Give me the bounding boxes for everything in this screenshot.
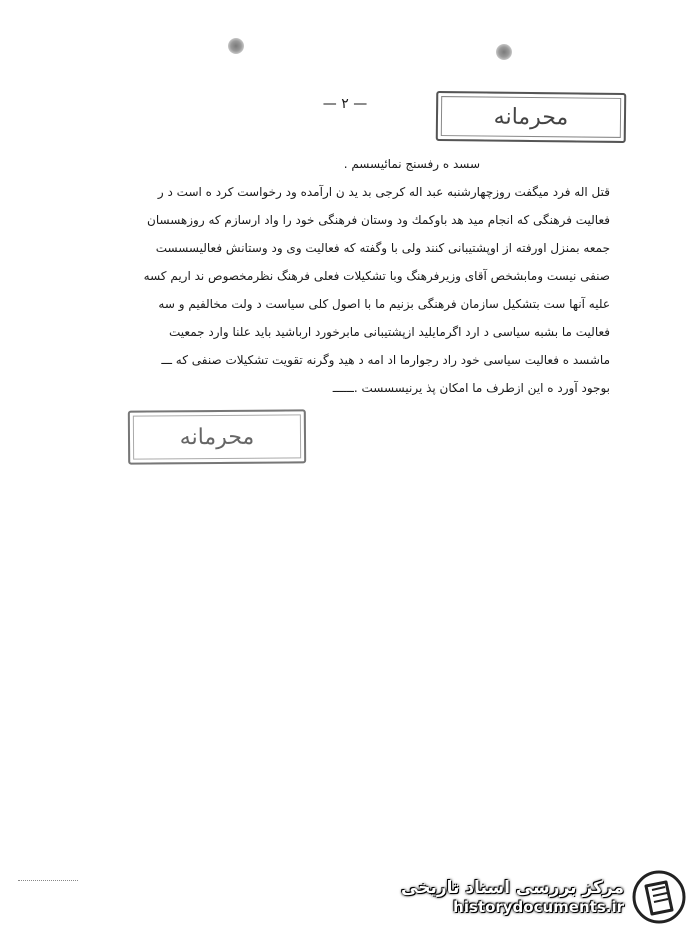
watermark <box>401 867 686 927</box>
punch-hole-left <box>228 38 244 54</box>
confidential-stamp-top: محرمانه <box>436 91 627 143</box>
document-folder-icon <box>632 870 686 924</box>
watermark-title: مرکز بررسی اسناد تاریخی <box>401 878 624 898</box>
text-line: ماشسد ه فعالیت سیاسی خود راد رجوارما اد امه د هید وگرنه تقویت تشکیلات صنفی که ـــ <box>161 353 610 367</box>
text-line: سسد ه رفسنج نمائیسسم . <box>343 157 480 171</box>
document-body <box>70 150 610 402</box>
text-line: بوجود آورد ه این ازطرف ما امکان پذ یرنیسسست .ــــــ <box>332 381 610 395</box>
page-number: — ۲ — <box>322 96 368 112</box>
watermark-url: historydocuments.ir <box>453 898 624 916</box>
text-line: فعالیت فرهنگی که انجام مید هد باوکمك ود وستان فرهنگی خود را واد ارسازم که روزهسسان <box>147 213 610 227</box>
text-line: جمعه بمنزل اورفته از اوپشتیبانی کنند ولی با وگفته که فعالیت وی ود وستانش فعالیسسست <box>155 241 610 255</box>
watermark-text <box>401 878 624 916</box>
punch-hole-right <box>496 44 512 60</box>
text-line: علیه آنها ست بتشکیل سازمان فرهنگی بزنیم ما با اصول کلی سیاست د ولت مخالفیم و سه <box>158 297 610 311</box>
text-line: فعالیت ما بشبه سیاسی د ارد اگرمایلید ازپشتیبانی مابرخورد ارباشید باید علنا وارد جمعیت <box>169 325 610 339</box>
text-line: صنفی نیست ومابشخص آقای وزیرفرهنگ وبا تشکیلات فعلی فرهنگ نظرمخصوص ند اریم کسه <box>143 269 610 283</box>
confidential-stamp-bottom: محرمانه <box>128 409 306 464</box>
scan-artifact <box>18 880 78 884</box>
text-line: قتل اله فرد میگفت روزچهارشنبه عبد اله کرجی بد ید ن ارآمده ود رخواست کرد ه است د ر <box>157 185 610 199</box>
